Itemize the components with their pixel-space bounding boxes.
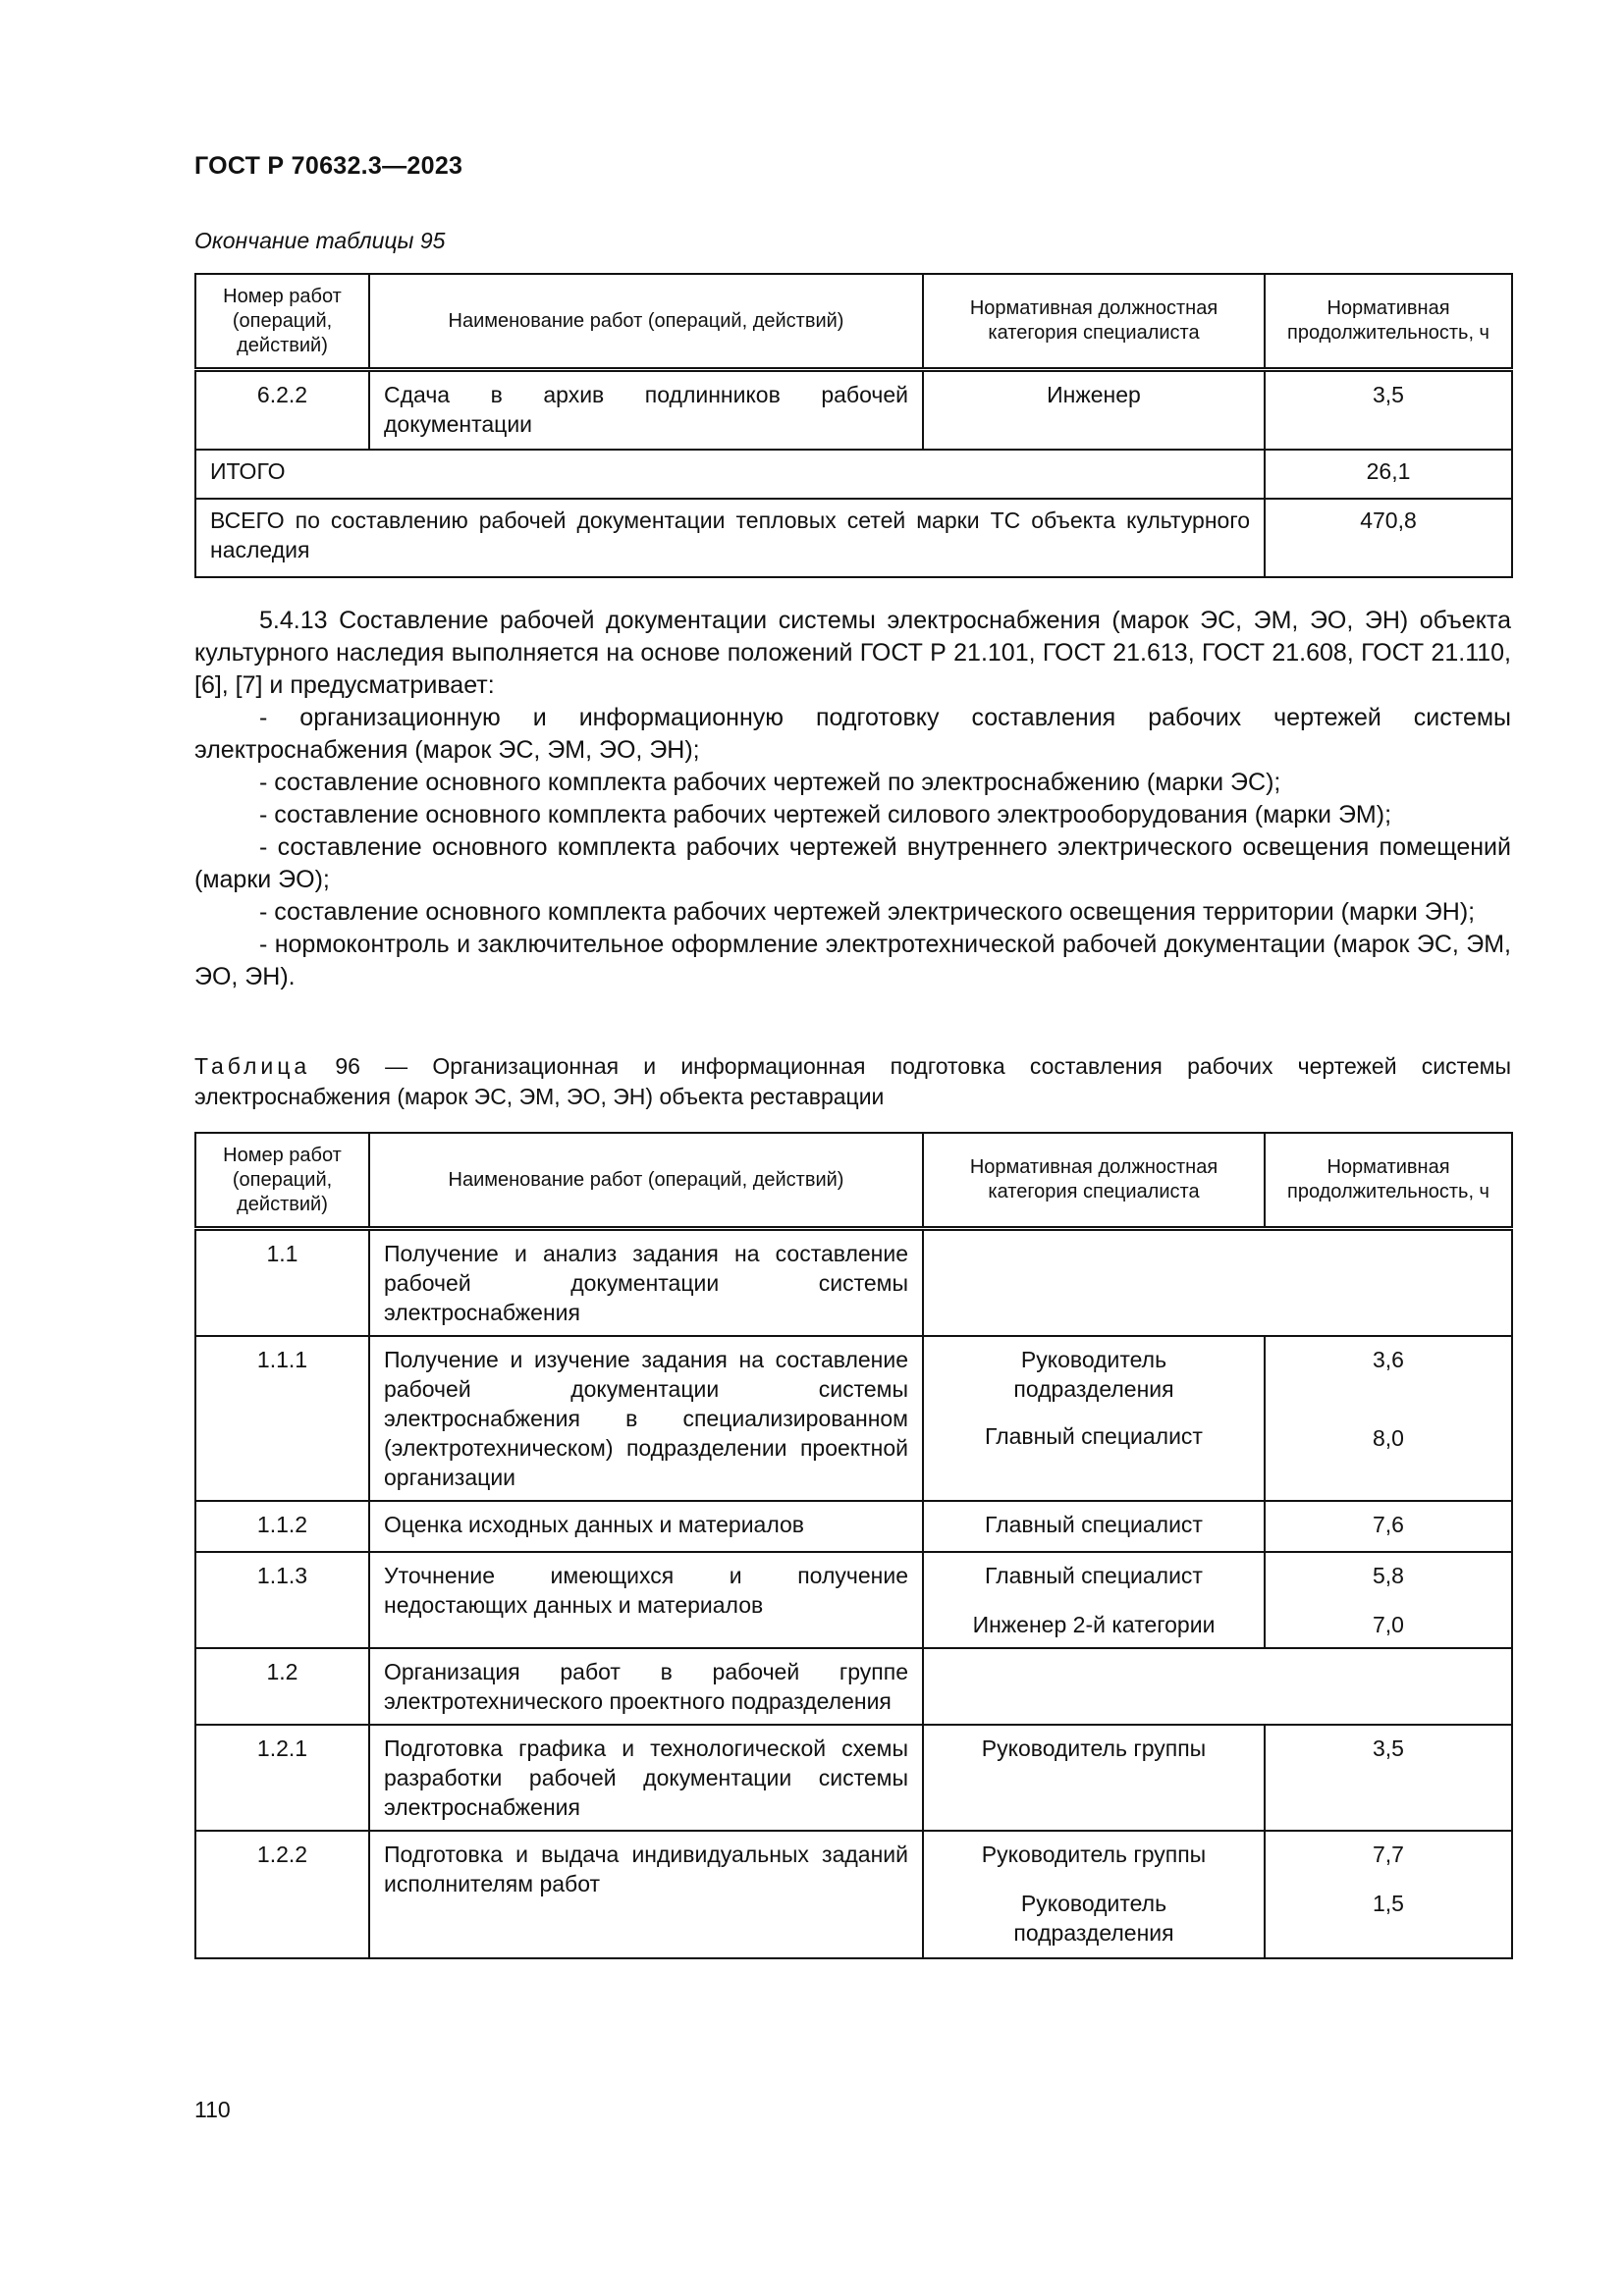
row-name: Подготовка графика и технологической схемы разработки рабочей документации системы электроснабжения	[369, 1725, 923, 1831]
col-header-category: Нормативная должностная категория специалиста	[923, 274, 1265, 370]
table-row	[195, 370, 1512, 451]
standard-title: ГОСТ Р 70632.3—2023	[194, 152, 463, 180]
row-name: Уточнение имеющихся и получение недостающих данных и материалов	[369, 1552, 923, 1648]
col-header-duration: Нормативная продолжительность, ч	[1265, 1133, 1512, 1229]
duration-1: 3,6	[1373, 1347, 1404, 1372]
row-name: Подготовка и выдача индивидуальных заданий исполнителям работ	[369, 1831, 923, 1958]
row-duration	[1265, 1831, 1512, 1958]
table-continuation-caption: Окончание таблицы 95	[194, 228, 446, 253]
col-header-name: Наименование работ (операций, действий)	[369, 1133, 923, 1229]
duration-2: 1,5	[1373, 1891, 1404, 1916]
row-duration: 7,6	[1265, 1501, 1512, 1552]
row-name: Получение и анализ задания на составление рабочей документации системы электроснабжения	[369, 1229, 923, 1337]
caption-text: 96 — Организационная и информационная подготовка составления рабочих чертежей системы электроснабжения (марок ЭС, ЭМ, ЭО, ЭН) объекта реставрации	[194, 1053, 1511, 1109]
itogo-value: 26,1	[1265, 450, 1512, 499]
row-name: Получение и изучение задания на составление рабочей документации системы электроснабжения в специализированном (электротехническом) подразделении проектной организации	[369, 1336, 923, 1501]
list-item: - составление основного комплекта рабочих чертежей электрического освещения территории (марки ЭН);	[259, 898, 1476, 926]
row-number: 1.1.1	[195, 1336, 369, 1501]
row-duration	[1265, 1552, 1512, 1648]
list-item: - составление основного комплекта рабочих чертежей силового электрооборудования (марки ЭМ);	[259, 801, 1392, 828]
itogo-label: ИТОГО	[195, 450, 1265, 499]
table-row	[195, 1552, 1512, 1648]
list-item: - организационную и информационную подготовку составления рабочих чертежей системы электроснабжения (марок ЭС, ЭМ, ЭО, ЭН);	[194, 704, 1511, 764]
row-name: Организация работ в рабочей группе электротехнического проектного подразделения	[369, 1648, 923, 1725]
table-header-row	[195, 274, 1512, 370]
table-row	[195, 1336, 1512, 1501]
row-category	[923, 1552, 1265, 1648]
itogo-row	[195, 450, 1512, 499]
row-empty-cell	[923, 1648, 1512, 1725]
row-category: Инженер	[923, 370, 1265, 451]
table-96-caption	[194, 1051, 1511, 1112]
category-2: Руководитель подразделения	[1013, 1891, 1174, 1946]
intro-paragraph: 5.4.13 Составление рабочей документации системы электроснабжения (марок ЭС, ЭМ, ЭО, ЭН) объекта культурного наследия выполняется на основе положений ГОСТ Р 21.101, ГОСТ 21.613, ГОСТ 21.608, ГОСТ 21.110, [6], [7] и предусматривает:	[194, 607, 1511, 699]
category-1: Руководитель группы	[981, 1842, 1207, 1867]
duration-2: 7,0	[1373, 1612, 1404, 1637]
table-96	[194, 1132, 1513, 1959]
row-name: Сдача в архив подлинников рабочей документации	[369, 370, 923, 451]
page-number: 110	[194, 2097, 231, 2122]
row-category	[923, 1336, 1265, 1501]
row-number: 1.1.2	[195, 1501, 369, 1552]
row-duration	[1265, 1336, 1512, 1501]
col-header-number: Номер работ (операций, действий)	[195, 274, 369, 370]
row-number: 1.2.2	[195, 1831, 369, 1958]
table-row	[195, 1648, 1512, 1725]
table-row	[195, 1831, 1512, 1958]
category-1: Руководитель подразделения	[1013, 1347, 1174, 1402]
section-5-4-13	[194, 605, 1511, 993]
row-empty-cell	[923, 1229, 1512, 1337]
table-row	[195, 1229, 1512, 1337]
col-header-category: Нормативная должностная категория специалиста	[923, 1133, 1265, 1229]
table-row	[195, 1725, 1512, 1831]
col-header-name: Наименование работ (операций, действий)	[369, 274, 923, 370]
row-duration: 3,5	[1265, 370, 1512, 451]
vsego-row	[195, 499, 1512, 577]
row-number: 6.2.2	[195, 370, 369, 451]
list-item: - нормоконтроль и заключительное оформление электротехнической рабочей документации (марок ЭС, ЭМ, ЭО, ЭН).	[194, 931, 1511, 990]
row-number: 1.1.3	[195, 1552, 369, 1648]
row-category: Руководитель группы	[923, 1725, 1265, 1831]
duration-1: 5,8	[1373, 1563, 1404, 1588]
row-category: Главный специалист	[923, 1501, 1265, 1552]
row-name: Оценка исходных данных и материалов	[369, 1501, 923, 1552]
category-2: Инженер 2-й категории	[972, 1612, 1216, 1637]
category-1: Главный специалист	[985, 1563, 1203, 1588]
duration-1: 7,7	[1373, 1842, 1404, 1867]
vsego-label: ВСЕГО по составлению рабочей документации тепловых сетей марки ТС объекта культурного наследия	[195, 499, 1265, 577]
table-header-row	[195, 1133, 1512, 1229]
row-number: 1.2.1	[195, 1725, 369, 1831]
row-number: 1.2	[195, 1648, 369, 1725]
col-header-duration: Нормативная продолжительность, ч	[1265, 274, 1512, 370]
duration-2: 8,0	[1373, 1425, 1404, 1451]
row-duration: 3,5	[1265, 1725, 1512, 1831]
table-row	[195, 1501, 1512, 1552]
caption-word: Таблица	[194, 1053, 311, 1079]
list-item: - составление основного комплекта рабочих чертежей внутреннего электрического освещения помещений (марки ЭО);	[194, 833, 1511, 893]
table-95-end	[194, 273, 1513, 578]
vsego-value: 470,8	[1265, 499, 1512, 577]
col-header-number: Номер работ (операций, действий)	[195, 1133, 369, 1229]
list-item: - составление основного комплекта рабочих чертежей по электроснабжению (марки ЭС);	[259, 769, 1281, 796]
category-2: Главный специалист	[985, 1423, 1203, 1449]
row-number: 1.1	[195, 1229, 369, 1337]
row-category	[923, 1831, 1265, 1958]
